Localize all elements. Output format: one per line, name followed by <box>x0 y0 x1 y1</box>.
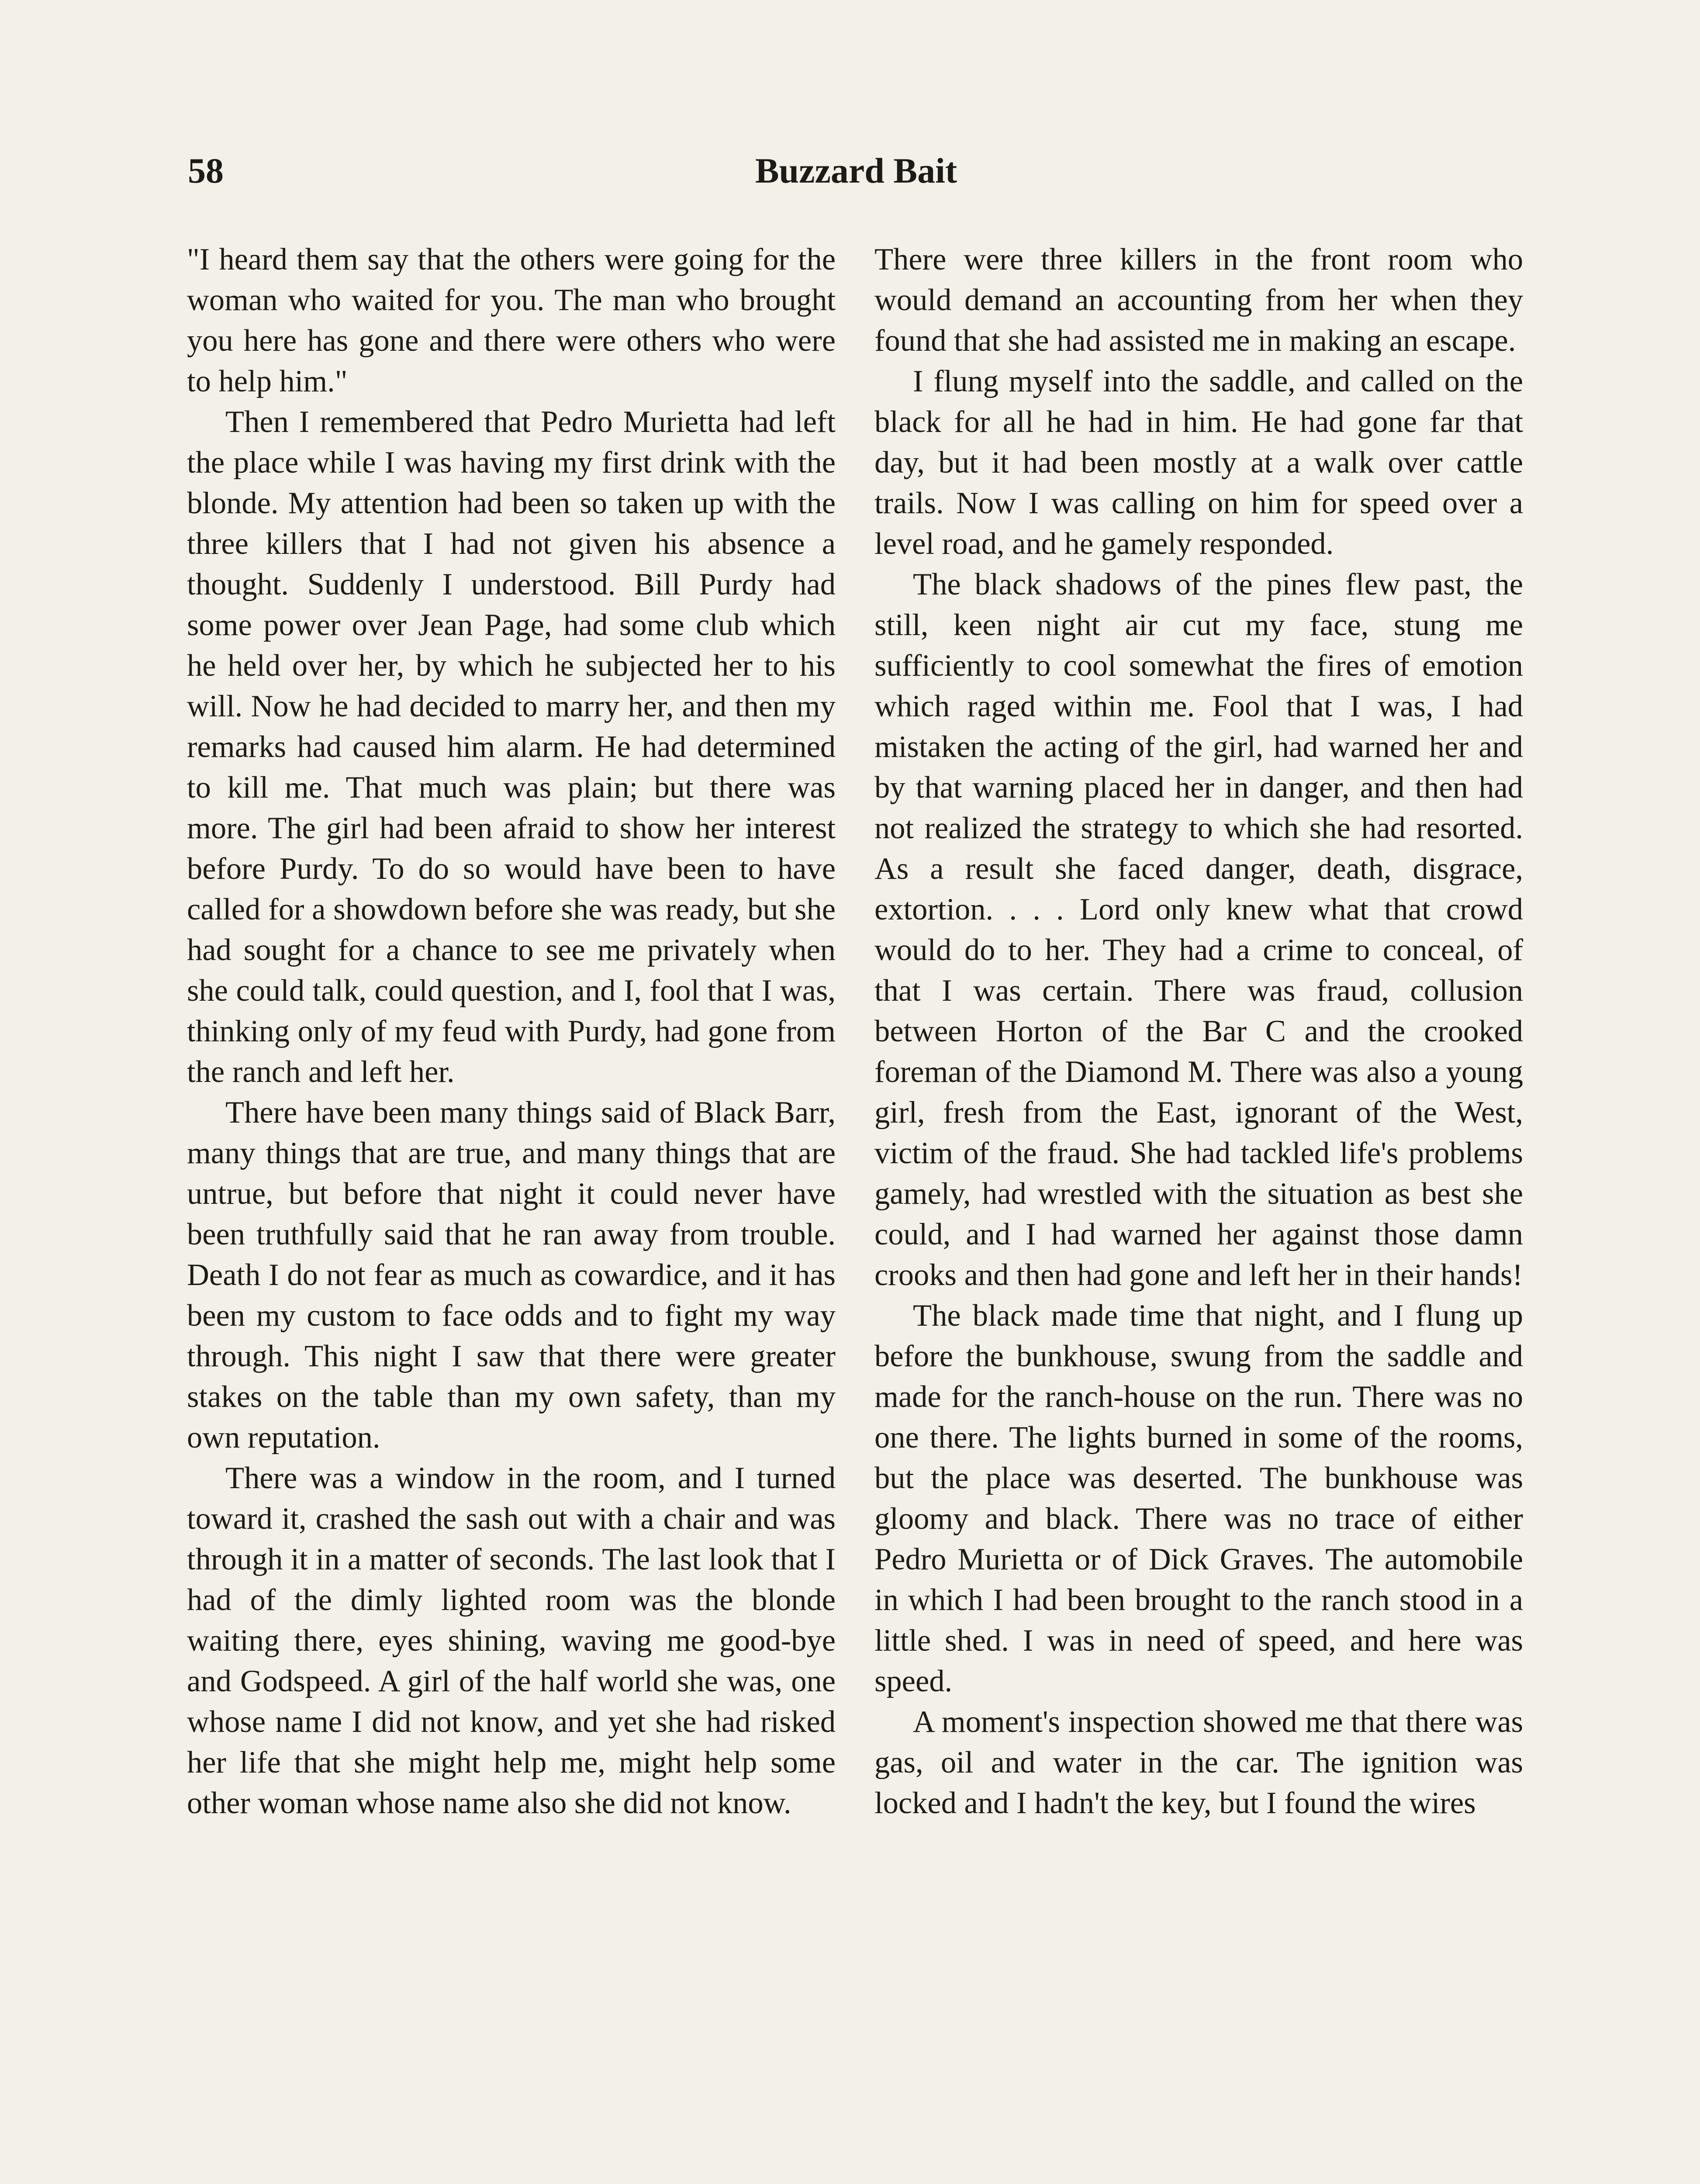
paragraph: I flung myself into the saddle, and called on the black for all he had in him. He had gone far that day, but it had been mostly at a walk over cattle trails. Now I was calling on him for speed over a level road, and he gamely responded. <box>874 364 1523 561</box>
left-text-column <box>187 239 836 1824</box>
running-title: Buzzard Bait <box>755 151 957 190</box>
paragraph: There were three killers in the front room who would demand an accounting from her when they found that she had assisted me in making an escape. <box>874 242 1523 358</box>
page-header <box>188 153 1524 205</box>
page-number: 58 <box>188 151 224 190</box>
paragraph: The black made time that night, and I flung up before the bunkhouse, swung from the saddle and made for the ranch-house on the run. There was no one there. The lights burned in some of the rooms, but the place was deserted. The bunkhouse was gloomy and black. There was no trace of either Pedro Murietta or of Dick Graves. The automobile in which I had been brought to the ranch stood in a little shed. I was in need of speed, and here was speed. <box>874 1299 1523 1698</box>
paragraph: There have been many things said of Black Barr, many things that are true, and many things that are untrue, but before that night it could never have been truthfully said that he ran away from trouble. Death I do not fear as much as cowardice, and it has been my custom to face odds and to fight my way through. This night I saw that there were greater stakes on the table than my own safety, than my own reputation. <box>187 1095 836 1455</box>
paragraph: Then I remembered that Pedro Murietta had left the place while I was having my first drink with the blonde. My attention had been so taken up with the three killers that I had not given his absence a thought. Suddenly I understood. Bill Purdy had some power over Jean Page, had some club which he held over her, by which he subjected her to his will. Now he had decided to marry her, and then my remarks had caused him alarm. He had determined to kill me. That much was plain; but there was more. The girl had been afraid to show her interest before Purdy. To do so would have been to have called for a showdown before she was ready, but she had sought for a chance to see me privately when she could talk, could question, and I, fool that I was, thinking only of my feud with Purdy, had gone from the ranch and left her. <box>187 405 836 1089</box>
paragraph: A moment's inspection showed me that there was gas, oil and water in the car. The ignition was locked and I hadn't the key, but I found the wires <box>874 1705 1523 1820</box>
paragraph: The black shadows of the pines flew past, the still, keen night air cut my face, stung me sufficiently to cool somewhat the fires of emotion which raged within me. Fool that I was, I had mistaken the acting of the girl, had warned her and by that warning placed her in danger, and then had not realized the strategy to which she had resorted. As a result she faced danger, death, disgrace, extortion. . . . Lord only knew what that crowd would do to her. They had a crime to conceal, of that I was certain. There was fraud, collusion between Horton of the Bar C and the crooked foreman of the Diamond M. There was also a young girl, fresh from the East, ignorant of the West, victim of the fraud. She had tackled life's problems gamely, had wrestled with the situation as best she could, and I had warned her against those damn crooks and then had gone and left her in their hands! <box>874 567 1523 1292</box>
right-text-column <box>874 239 1523 1824</box>
paragraph: There was a window in the room, and I turned toward it, crashed the sash out with a chair and was through it in a matter of seconds. The last look that I had of the dimly lighted room was the blonde waiting there, eyes shining, waving me good-bye and Godspeed. A girl of the half world she was, one whose name I did not know, and yet she had risked her life that she might help me, might help some other woman whose name also she did not know. <box>187 1461 836 1820</box>
paragraph: "I heard them say that the others were going for the woman who waited for you. The man who brought you here has gone and there were others who were to help him." <box>187 242 836 398</box>
